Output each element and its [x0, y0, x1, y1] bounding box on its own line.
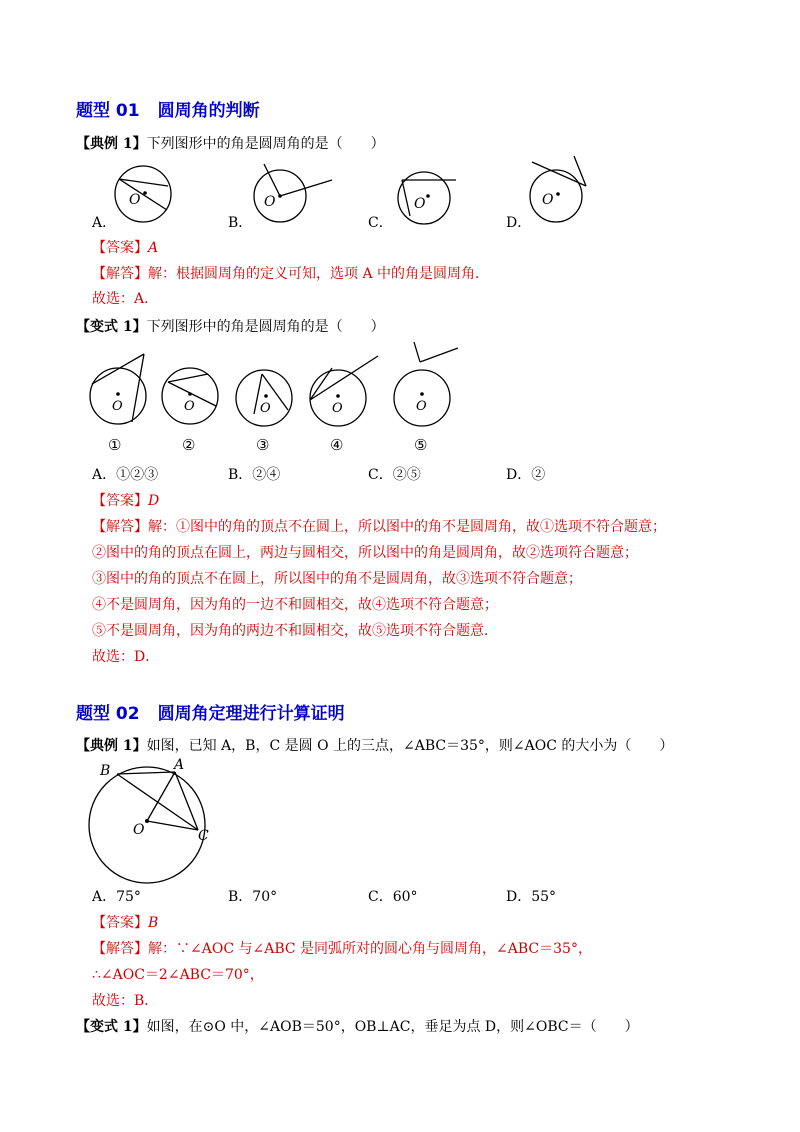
question-text: 下列图形中的角是圆周角的是（ ） [146, 319, 385, 335]
section-heading-2 [76, 699, 345, 724]
figure-option-c [390, 162, 470, 230]
svg-text:O: O [416, 399, 427, 414]
question-tag: 【典例 1】 [76, 738, 147, 754]
figure-label-3: ③ [256, 436, 270, 454]
choose-2: 故选：D． [92, 649, 160, 665]
option-c: C． [368, 215, 393, 231]
figure-option-a [112, 160, 182, 230]
solution-1 [92, 263, 489, 283]
option-a: A． [92, 215, 117, 231]
answer-label: 【答案】 [92, 493, 148, 509]
answer-label: 【答案】 [92, 240, 148, 256]
point-o-label: O [133, 822, 145, 838]
option-a: A．①②③ [92, 467, 159, 483]
question-1 [76, 133, 385, 153]
question-tag: 【变式 1】 [76, 1019, 147, 1035]
answer-1 [92, 237, 158, 257]
svg-text:O: O [260, 401, 271, 416]
solution-3-line-1 [92, 938, 592, 958]
solution-2-line-5: ⑤不是圆周角，因为角的两边不和圆相交，故⑤选项不符合题意． [92, 623, 498, 639]
figure-circle-abc [86, 758, 226, 882]
svg-text:O: O [112, 399, 123, 414]
solution-2-line-2: ②图中的角的顶点在圆上，两边与圆相交，所以图中的角是圆周角，故②选项符合题意； [92, 545, 638, 561]
svg-text:O: O [332, 401, 343, 416]
figure-label-1: ① [108, 436, 122, 454]
solution-text: 解：∵∠AOC 与∠ABC 是同弧所对的圆心角与圆周角，∠ABC＝35°， [148, 941, 592, 957]
section-number: 题型 01 [76, 101, 140, 121]
section-heading-1 [76, 96, 260, 121]
answer-label: 【答案】 [92, 915, 148, 931]
option-d: D．55° [506, 889, 557, 905]
answer-2 [92, 490, 159, 510]
figure-variant-2 [160, 360, 224, 430]
figure-variant-5 [390, 338, 466, 438]
solution-3-line-2: ∴∠AOC＝2∠ABC＝70°， [92, 967, 264, 983]
figure-variant-4 [306, 352, 386, 432]
option-c: C．60° [368, 889, 418, 905]
solution-2-line-4: ④不是圆周角，因为角的一边不和圆相交，故④选项不符合题意； [92, 597, 498, 613]
answer-value: A [148, 240, 159, 256]
option-d: D．② [506, 467, 546, 483]
question-2 [76, 316, 385, 336]
option-c: C．②⑤ [368, 467, 421, 483]
question-4 [76, 1016, 639, 1036]
point-a-label: A [174, 757, 185, 773]
figure-option-b [250, 160, 340, 230]
question-tag: 【典例 1】 [76, 136, 147, 152]
question-3 [76, 735, 673, 755]
point-c-label: C [198, 828, 209, 844]
svg-text:O: O [129, 192, 141, 208]
solution-label: 【解答】 [92, 519, 148, 535]
answer-value: D [148, 493, 160, 509]
choose-3: 故选：B． [92, 993, 159, 1009]
figure-label-2: ② [182, 436, 196, 454]
figure-label-5: ⑤ [414, 436, 428, 454]
choose-1: 故选：A． [92, 291, 159, 307]
figure-label-4: ④ [330, 436, 344, 454]
solution-2-line-1 [92, 516, 666, 536]
figure-variant-3 [234, 362, 298, 432]
section-title: 圆周角的判断 [157, 101, 260, 121]
svg-text:O: O [264, 194, 276, 210]
svg-text:O: O [542, 192, 554, 208]
svg-text:O: O [414, 196, 426, 212]
figure-variant-1 [88, 348, 158, 428]
solution-text: 解：①图中的角的顶点不在圆上，所以图中的角不是圆周角，故①选项不符合题意； [148, 519, 666, 535]
solution-label: 【解答】 [92, 941, 148, 957]
question-text: 下列图形中的角是圆周角的是（ ） [146, 136, 385, 152]
point-b-label: B [100, 763, 111, 779]
answer-3 [92, 912, 158, 932]
solution-text: 解：根据圆周角的定义可知，选项 A 中的角是圆周角． [148, 266, 490, 282]
section-title: 圆周角定理进行计算证明 [157, 704, 345, 724]
option-a: A．75° [92, 889, 141, 905]
section-number: 题型 02 [76, 704, 140, 724]
option-d: D． [506, 215, 532, 231]
question-text: 如图，已知 A，B，C 是圆 O 上的三点，∠ABC＝35°，则∠AOC 的大小为（ ） [146, 738, 674, 754]
answer-value: B [148, 915, 159, 931]
option-b: B．②④ [228, 467, 281, 483]
svg-text:O: O [184, 399, 195, 414]
question-tag: 【变式 1】 [76, 319, 147, 335]
solution-2-line-3: ③图中的角的顶点不在圆上，所以图中的角不是圆周角，故③选项不符合题意； [92, 571, 582, 587]
solution-label: 【解答】 [92, 266, 148, 282]
option-b: B． [228, 215, 253, 231]
figure-option-d [528, 150, 598, 230]
question-text: 如图，在⊙O 中，∠AOB＝50°，OB⊥AC，垂足为点 D，则∠OBC＝（ ） [146, 1019, 639, 1035]
option-b: B．70° [228, 889, 278, 905]
